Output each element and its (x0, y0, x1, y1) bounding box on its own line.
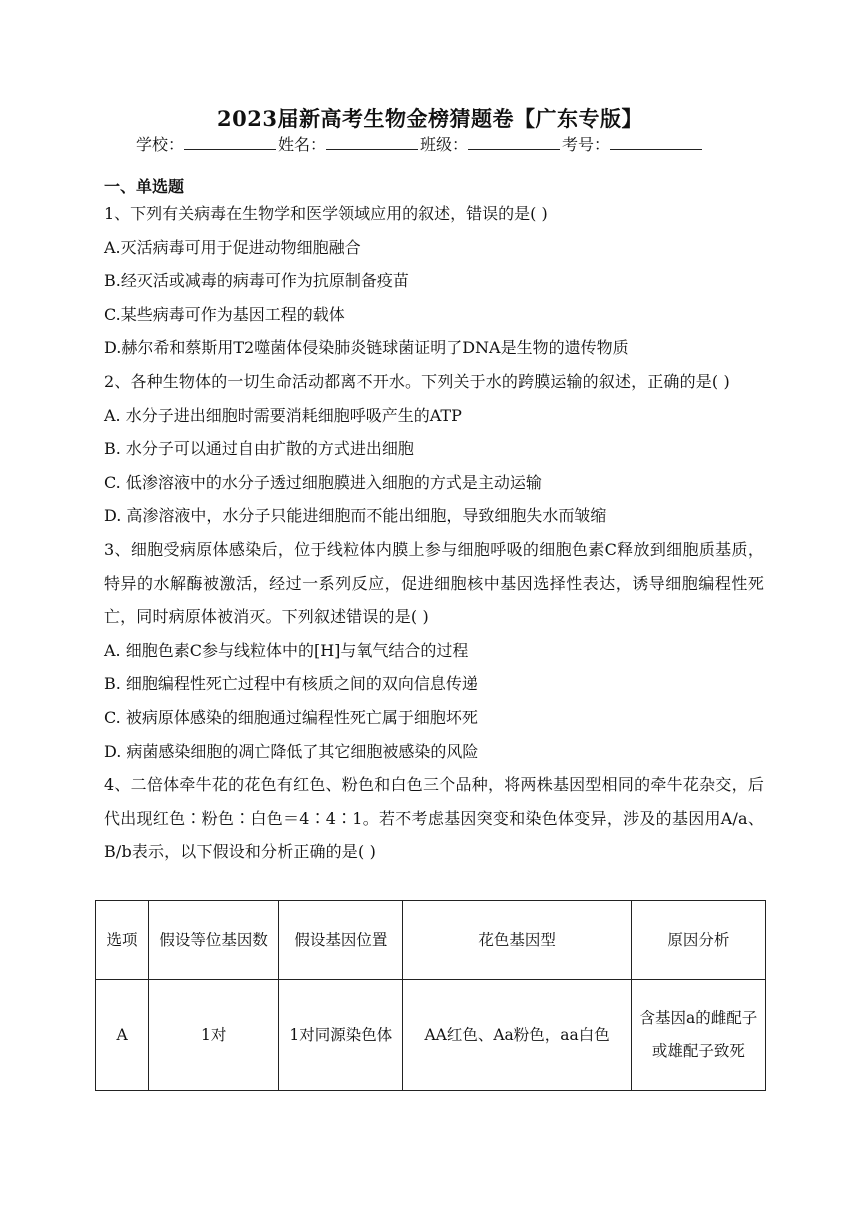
class-blank (468, 134, 560, 150)
table-header-cell: 假设等位基因数 (149, 901, 279, 980)
question-1-option-a: A.灭活病毒可用于促进动物细胞融合 (104, 237, 361, 257)
table-header-cell: 原因分析 (631, 901, 765, 980)
question-2-option-b: B. 水分子可以通过自由扩散的方式进出细胞 (104, 439, 414, 459)
question-2-option-d: D. 高渗溶液中，水分子只能进细胞而不能出细胞，导致细胞失水而皱缩 (104, 506, 607, 526)
school-blank (184, 134, 276, 150)
section-heading: 一、单选题 (104, 177, 185, 196)
page-title: 2023届新高考生物金榜猜题卷【广东专版】 (217, 106, 643, 131)
table-cell: 1对 (149, 980, 279, 1091)
table-cell: AA红色、Aa粉色，aa白色 (403, 980, 631, 1091)
question-2-option-a: A. 水分子进出细胞时需要消耗细胞呼吸产生的ATP (104, 405, 462, 425)
question-2-stem: 2、各种生物体的一切生命活动都离不开水。下列关于水的跨膜运输的叙述，正确的是( ) (104, 371, 730, 391)
table-cell: A (96, 980, 149, 1091)
question-3-option-d: D. 病菌感染细胞的凋亡降低了其它细胞被感染的风险 (104, 741, 479, 761)
table-header-cell: 假设基因位置 (279, 901, 403, 980)
question-1-option-b: B.经灭活或减毒的病毒可作为抗原制备疫苗 (104, 271, 409, 291)
question-3-option-a: A. 细胞色素C参与线粒体中的[H]与氧气结合的过程 (104, 640, 469, 660)
question-list (104, 197, 764, 869)
exam-number-label: 考号： (562, 135, 611, 154)
question-1-stem: 1、下列有关病毒在生物学和医学领域应用的叙述，错误的是( ) (104, 204, 548, 223)
table-row (96, 980, 766, 1091)
question-2-option-c: C. 低渗溶液中的水分子透过细胞膜进入细胞的方式是主动运输 (104, 472, 542, 492)
name-blank (326, 134, 418, 150)
question-1-option-d: D.赫尔希和蔡斯用T2噬菌体侵染肺炎链球菌证明了DNA是生物的遗传物质 (104, 338, 629, 358)
question-1-option-c: C.某些病毒可作为基因工程的载体 (104, 304, 345, 324)
question-4-stem: 4、二倍体牵牛花的花色有红色、粉色和白色三个品种，将两株基因型相同的牵牛花杂交，后代出现红色∶粉色∶白色＝4∶4∶1。若不考虑基因突变和染色体变异，涉及的基因用A/a、B/b表示，以下假设和分析正确的是( ) (104, 775, 764, 862)
table-cell: 含基因a的雌配子或雄配子致死 (631, 980, 765, 1091)
school-label: 学校： (136, 135, 185, 154)
question-3-stem: 3、细胞受病原体感染后，位于线粒体内膜上参与细胞呼吸的细胞色素C释放到细胞质基质，特异的水解酶被激活，经过一系列反应，促进细胞核中基因选择性表达，诱导细胞编程性死亡，同时病原体被消灭。下列叙述错误的是( ) (104, 539, 764, 627)
question-3-option-c: C. 被病原体感染的细胞通过编程性死亡属于细胞坏死 (104, 707, 478, 727)
name-label: 姓名： (278, 135, 327, 154)
question-3-option-b: B. 细胞编程性死亡过程中有核质之间的双向信息传递 (104, 674, 478, 694)
table-cell: 1对同源染色体 (279, 980, 403, 1091)
table-header-cell: 花色基因型 (403, 901, 631, 980)
hypothesis-table (95, 900, 766, 1091)
exam-number-blank (610, 134, 702, 150)
student-info-line (136, 132, 776, 158)
table-header-cell: 选项 (96, 901, 149, 980)
table-header-row (96, 901, 766, 980)
class-label: 班级： (420, 135, 469, 154)
